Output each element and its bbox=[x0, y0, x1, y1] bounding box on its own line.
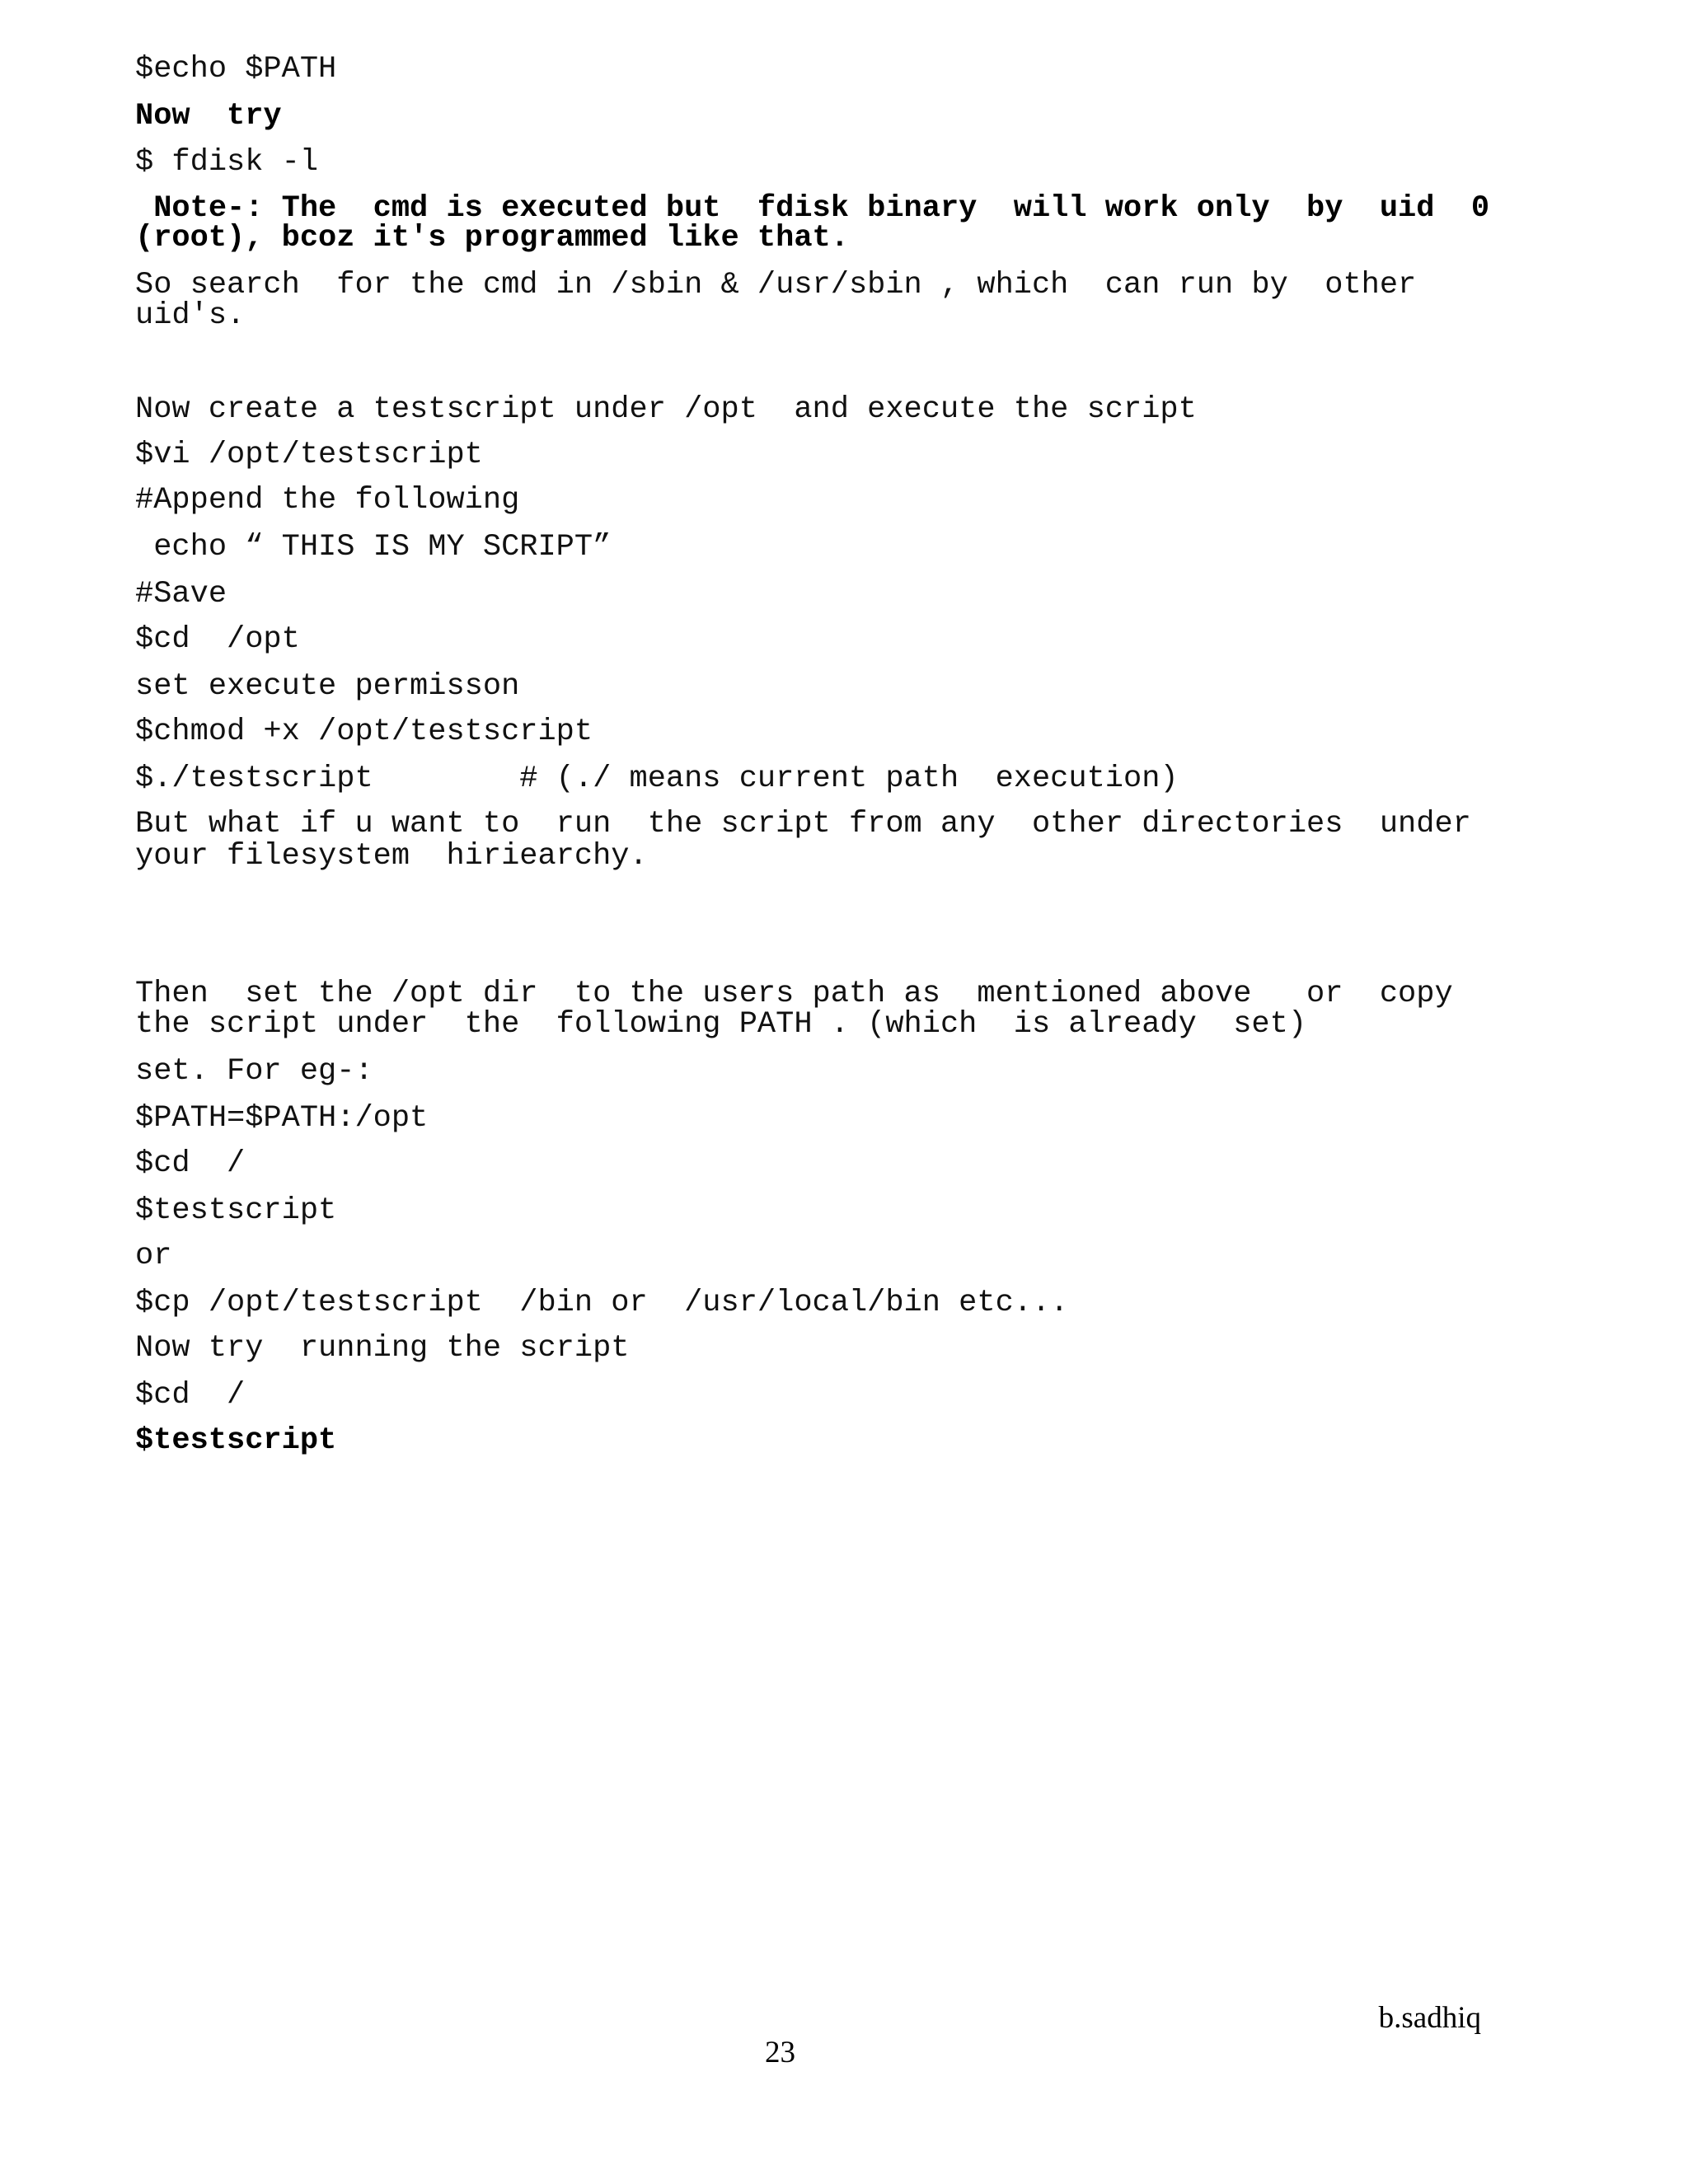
paragraph-line: uid's. bbox=[135, 298, 246, 333]
command-line: $vi /opt/testscript bbox=[135, 438, 483, 472]
paragraph-line: Then set the /opt dir to the users path as mentioned above or copy bbox=[135, 977, 1453, 1011]
comment-line: #Save bbox=[135, 577, 227, 612]
paragraph-line: Now try running the script bbox=[135, 1331, 630, 1366]
command-line: $cp /opt/testscript /bin or /usr/local/bin etc... bbox=[135, 1286, 1069, 1320]
command-line: $echo $PATH bbox=[135, 52, 337, 87]
command-line: $PATH=$PATH:/opt bbox=[135, 1101, 429, 1136]
paragraph-line: or bbox=[135, 1239, 172, 1273]
paragraph-line: your filesystem hiriearchy. bbox=[135, 839, 648, 874]
command-line: $cd / bbox=[135, 1146, 246, 1181]
instruction-heading: Now try bbox=[135, 99, 282, 134]
page-number: 23 bbox=[765, 2036, 795, 2069]
script-line: echo “ THIS IS MY SCRIPT” bbox=[135, 530, 612, 565]
command-line: $testscript bbox=[135, 1193, 337, 1228]
paragraph-line: the script under the following PATH . (which is already set) bbox=[135, 1007, 1307, 1042]
paragraph-line: Now create a testscript under /opt and execute the script bbox=[135, 392, 1197, 427]
command-line: $cd /opt bbox=[135, 622, 300, 657]
paragraph-line: set execute permisson bbox=[135, 669, 520, 704]
note-line: Note-: The cmd is executed but fdisk binary will work only by uid 0 bbox=[135, 191, 1490, 226]
command-line: $chmod +x /opt/testscript bbox=[135, 715, 593, 749]
paragraph-line: But what if u want to run the script from any other directories under bbox=[135, 807, 1471, 841]
command-line: $testscript bbox=[135, 1423, 337, 1458]
author-footer: b.sadhiq bbox=[1378, 2001, 1481, 2035]
command-line: $ fdisk -l bbox=[135, 145, 319, 180]
command-line: $./testscript # (./ means current path execution) bbox=[135, 762, 1179, 796]
paragraph-line: So search for the cmd in /sbin & /usr/sbin , which can run by other bbox=[135, 268, 1417, 302]
comment-line: #Append the following bbox=[135, 483, 520, 518]
command-line: $cd / bbox=[135, 1378, 246, 1413]
note-line: (root), bcoz it's programmed like that. bbox=[135, 221, 849, 255]
paragraph-line: set. For eg-: bbox=[135, 1054, 373, 1089]
